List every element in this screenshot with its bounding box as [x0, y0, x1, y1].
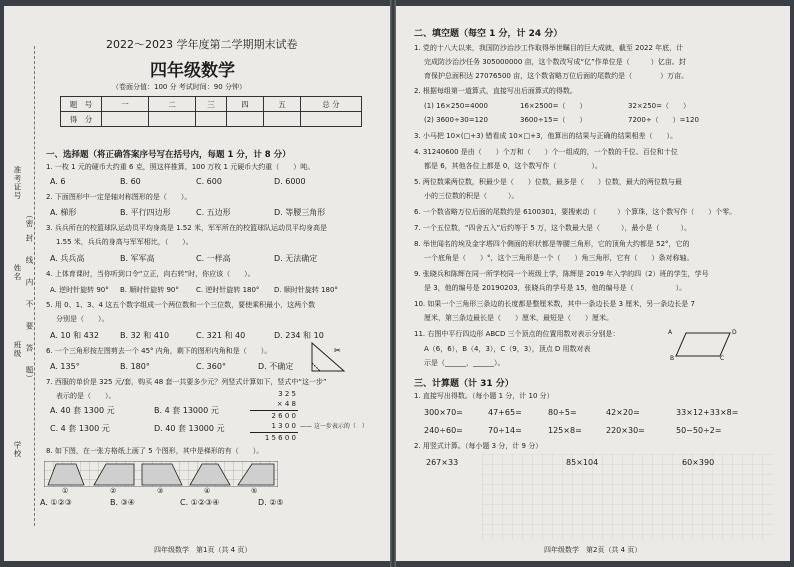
seal-text: 线: [25, 256, 34, 265]
triangle-cut-figure: [310, 341, 346, 373]
fill-8-cont: 一个底角是（ ）°，这个三角形是一个（ ）角三角形，它有（ ）条对称轴。: [424, 254, 694, 262]
fill-1-cont: 完成防沙治沙任务 305000000 亩，这个数改写成“亿”作单位是（ ）亿亩。封: [424, 58, 686, 66]
mental-calc: 50−50÷2=: [676, 426, 722, 435]
score-header: 题 号: [61, 97, 102, 112]
mental-calc: 47+65=: [488, 408, 522, 417]
calc-line: × 4 8: [276, 400, 296, 408]
q7-option-a: A. 40 套 1300 元: [50, 406, 115, 415]
question-3: 3. 兵兵所在的校篮球队运动员平均身高是 1.52 米，军军所在的校篮球队运动员平均身高是: [46, 224, 327, 232]
fill-2-calc: 7200÷（ ）=120: [628, 116, 699, 124]
score-cell[interactable]: [264, 112, 301, 127]
shape-number: ④: [204, 487, 211, 495]
fill-6: 6. 一个数省略万位后面的尾数约是 6100301，要搜索动（ ）个算珠，这个数写作（ ）个零。: [414, 208, 737, 216]
exam-page-2: [396, 6, 790, 561]
question-3-cont: 1.55 米，兵兵的身高与军军相比，（ ）。: [56, 238, 193, 246]
calc-rule: [250, 432, 298, 433]
side-label-id: 准考证号: [13, 166, 22, 200]
side-label-name: 姓名: [13, 264, 22, 281]
section-1-title: 一、选择题（将正确答案序号写在括号内，每题 1 分，计 8 分）: [46, 150, 291, 160]
mental-calc: 33×12+33×8=: [676, 408, 739, 417]
q7-option-b: B. 4 套 13000 元: [154, 406, 219, 415]
question-5: 5. 用 0、1、3、4 这五个数字组成一个两位数和一个三位数，要使乘积最小，这两个数: [46, 301, 316, 309]
q8-option-b: B. ③④: [110, 498, 135, 507]
q5-option-d: D. 234 和 10: [274, 331, 324, 340]
question-8: 8. 如下图，在一张方格纸上画了 5 个图形，其中是梯形的有（ ）。: [46, 447, 264, 455]
seal-text: 要: [25, 322, 34, 331]
fill-10-cont: 厘米，第三条边最长是（ ）厘米，最短是（ ）厘米。: [424, 314, 613, 322]
calc-1-title: 1. 直接写出得数。（每小题 1 分，计 10 分）: [414, 392, 554, 400]
vertical-calc: 85×104: [566, 458, 599, 467]
page-footer: 四年级数学 第1页（共 4 页）: [154, 546, 252, 554]
work-grid: [482, 454, 772, 540]
score-header: 总 分: [301, 97, 362, 112]
q6-option-a: A. 135°: [50, 362, 80, 371]
q5-option-a: A. 10 和 432: [50, 331, 99, 340]
fill-3: 3. 小马把 10×(□+3) 错看成 10×□+3，他算出的结果与正确的结果相差（ ）。: [414, 132, 677, 140]
vertex-label: B: [670, 355, 675, 362]
q1-option-b: B. 60: [120, 177, 141, 186]
fill-2-calc: 32×250=（ ）: [628, 102, 690, 110]
seal-text: 内: [25, 278, 34, 287]
q1-option-d: D. 6000: [274, 177, 306, 186]
calc-note: —— 这一步表示的（ ）: [300, 423, 368, 430]
q2-option-d: D. 等腰三角形: [274, 208, 326, 217]
score-cell[interactable]: [102, 112, 149, 127]
fill-11-cont: 示是（______，______）。: [424, 359, 505, 367]
shape-number: ⑤: [251, 487, 258, 495]
q5-option-b: B. 32 和 410: [120, 331, 170, 340]
q1-option-a: A. 6: [50, 177, 66, 186]
score-cell[interactable]: [301, 112, 362, 127]
score-header: 五: [264, 97, 301, 112]
section-2-title: 二、填空题（每空 1 分，计 24 分）: [414, 29, 563, 39]
score-cell[interactable]: [196, 112, 227, 127]
exam-page-1: [4, 6, 390, 561]
calc-line: 3 2 5: [278, 390, 296, 398]
mental-calc: 300×70=: [424, 408, 463, 417]
shape-number: ②: [110, 487, 117, 495]
question-1: 1. 一枚 1 元的硬币大约重 6 克，照这样推算，100 万枚 1 元硬币大约重（ ）吨。: [46, 163, 315, 171]
q2-option-a: A. 梯形: [50, 208, 77, 217]
q6-option-d: D. 不确定: [258, 362, 294, 371]
fill-4: 4. 31240600 是由（ ）个万和（ ）个一组成的，一个数的千位、百位和十位: [414, 148, 678, 156]
seal-text: 不: [25, 300, 34, 309]
fill-9: 9. 张晓兵和陈辉在同一所学校同一个班级上学，陈辉是 2019 年入学的四（2）班的学生，学号: [414, 270, 709, 278]
fill-8: 8. 举世闻名的埃及金字塔四个侧面的形状都是等腰三角形，它的顶角大约都是 52°，它的: [414, 240, 690, 248]
shape-number: ③: [157, 487, 164, 495]
section-3-title: 三、计算题（计 31 分）: [414, 379, 514, 389]
q2-option-c: C. 五边形: [196, 208, 231, 217]
question-7-cont: 表示的是（ ）。: [56, 392, 116, 400]
grid-shapes-figure: [44, 461, 278, 487]
fill-2: 2. 根据每组第一道算式，直接写出后面算式的得数。: [414, 87, 577, 95]
q8-option-c: C. ①②③④: [180, 498, 220, 507]
calc-line: 1 5 6 0 0: [264, 434, 296, 442]
calc-line: 2 6 0 0: [271, 412, 296, 420]
score-cell[interactable]: [227, 112, 264, 127]
fill-9-cont: 是 3，他的编号是 20190203，张晓兵的学号是 15，他的编号是（ ）。: [424, 284, 687, 292]
fill-5: 5. 两位数乘两位数，积最少是（ ）位数，最多是（ ）位数，最大的两位数与最: [414, 178, 682, 186]
score-header: 三: [196, 97, 227, 112]
mental-calc: 70÷14=: [488, 426, 522, 435]
seal-text: （密: [25, 211, 34, 228]
q6-option-b: B. 180°: [120, 362, 150, 371]
q1-option-c: C. 600: [196, 177, 222, 186]
question-5-cont: 分别是（ ）。: [56, 315, 109, 323]
calc-line: 1 3 0 0: [271, 422, 296, 430]
question-6: 6. 一个三角形按左图剪去一个 45° 内角，剩下的图形内角和是（ ）。: [46, 347, 272, 355]
fill-10: 10. 如果一个三角形三条边的长度都是整厘米数，其中一条边长是 3 厘米，另一条边长是 7: [414, 300, 695, 308]
side-label-class: 班级: [13, 341, 22, 358]
exam-info: （卷面分值：100 分 考试时间：90 分钟）: [112, 83, 246, 91]
q7-option-d: D. 40 套 13000 元: [154, 424, 225, 433]
score-header: 四: [227, 97, 264, 112]
seal-text: 题）: [25, 366, 34, 383]
q2-option-b: B. 平行四边形: [120, 208, 171, 217]
score-table: [60, 96, 362, 127]
q3-option-b: B. 军军高: [120, 254, 155, 263]
vertical-calc: 60×390: [682, 458, 715, 467]
q8-option-a: A. ①②③: [40, 498, 72, 507]
calc-rule: [250, 410, 298, 411]
fill-11-cont: A（6，6），B（4，3），C（9，3），顶点 D 用数对表: [424, 345, 591, 353]
fill-2-calc: 16×2500=（ ）: [520, 102, 587, 110]
fill-7: 7. 一个五位数，“四舍五入”后约等于 5 万，这个数最大是（ ），最小是（ ）。: [414, 224, 692, 232]
fill-11: 11. 右图中平行四边形 ABCD 三个顶点的位置用数对表示分别是：: [414, 330, 620, 338]
score-cell[interactable]: [149, 112, 196, 127]
score-header: 一: [102, 97, 149, 112]
fill-2-calc: 3600÷15=（ ）: [520, 116, 587, 124]
vertex-label: C: [720, 355, 725, 362]
q5-option-c: C. 321 和 40: [196, 331, 246, 340]
q4-option-b: B. 顺时针旋转 90°: [120, 286, 179, 294]
fill-2-calc: (1) 16×250=4000: [424, 102, 488, 110]
seal-text: 封: [25, 234, 34, 243]
side-label-school: 学校: [13, 441, 22, 458]
fill-4-cont: 都是 6，其他各位上都是 0，这个数写作（ ）。: [424, 162, 602, 170]
vertex-label: D: [732, 329, 737, 336]
page-footer: 四年级数学 第2页（共 4 页）: [544, 546, 642, 554]
q6-option-c: C. 360°: [196, 362, 226, 371]
svg-text:✂: ✂: [334, 346, 341, 355]
question-2: 2. 下面图形中一定是轴对称图形的是（ ）。: [46, 193, 192, 201]
vertex-label: A: [668, 329, 673, 336]
score-row-label: 得 分: [61, 112, 102, 127]
q3-option-a: A. 兵兵高: [50, 254, 85, 263]
q7-option-c: C. 4 套 1300 元: [50, 424, 110, 433]
shape-number: ①: [62, 487, 69, 495]
fill-2-calc: (2) 3600÷30=120: [424, 116, 488, 124]
mental-calc: 80÷5=: [548, 408, 577, 417]
fill-1-cont: 育保护总面积达 27076500 亩，这个数省略万位后面的尾数约是（ ）万亩。: [424, 72, 689, 80]
vertical-calc: 267×33: [426, 458, 459, 467]
mental-calc: 240÷60=: [424, 426, 463, 435]
mental-calc: 125×8=: [548, 426, 582, 435]
subject-title: 四年级数学: [150, 61, 235, 81]
fill-5-cont: 小的三位数的积是（ ）。: [424, 192, 519, 200]
fill-1: 1. 党的十八大以来，我国防沙治沙工作取得举世瞩目的巨大成就，截至 2022 年底，计: [414, 44, 684, 52]
calc-2-title: 2. 用竖式计算。（每小题 3 分，计 9 分）: [414, 442, 543, 450]
mental-calc: 220×30=: [606, 426, 645, 435]
q3-option-d: D. 无法确定: [274, 254, 318, 263]
mental-calc: 42×20=: [606, 408, 640, 417]
score-header: 二: [149, 97, 196, 112]
q4-option-d: D. 顺时针旋转 180°: [274, 286, 338, 294]
question-7: 7. 西服的单价是 325 元/套，购买 48 套一共要多少元？列竖式计算如下，竖式中“这一步”: [46, 378, 327, 386]
seal-text: 答: [25, 344, 34, 353]
year-title: 2022～2023 学年度第二学期期末试卷: [106, 38, 298, 51]
q3-option-c: C. 一样高: [196, 254, 231, 263]
q4-option-c: C. 逆时针旋转 180°: [196, 286, 260, 294]
q4-option-a: A. 逆时针旋转 90°: [50, 286, 109, 294]
question-4: 4. 上体育课时，当你听到口令“立正，向右转”时，你应该（ ）。: [46, 270, 255, 278]
parallelogram-figure: [672, 328, 736, 362]
q8-option-d: D. ②⑤: [258, 498, 284, 507]
